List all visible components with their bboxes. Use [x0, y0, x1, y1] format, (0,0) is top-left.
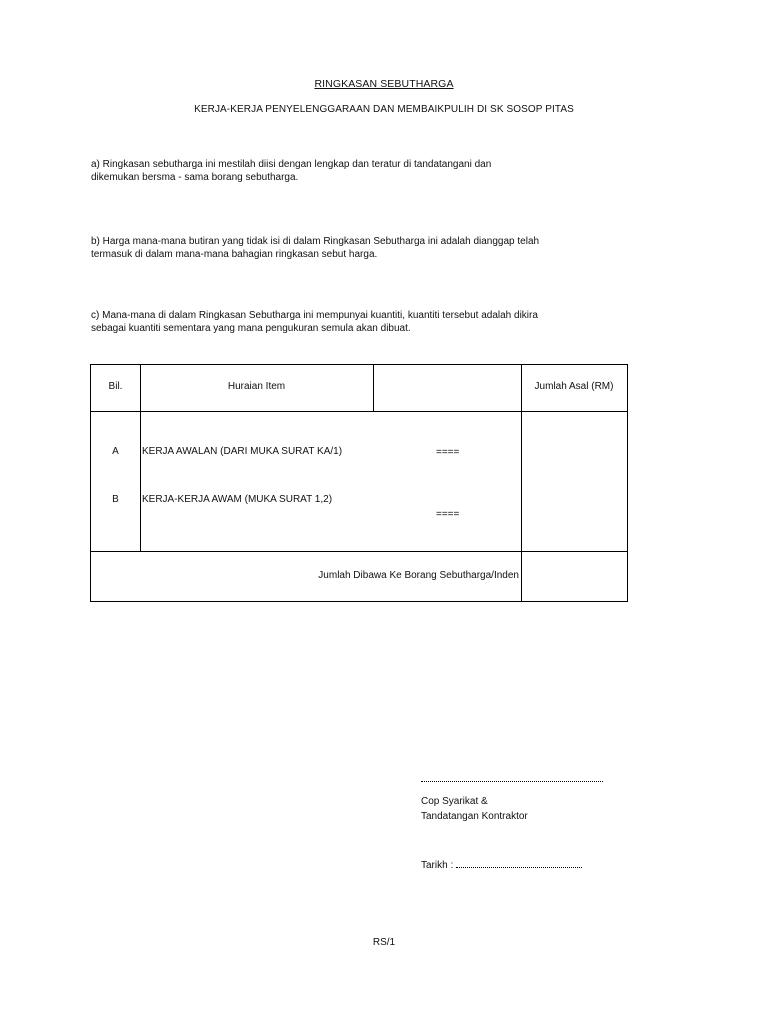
row-b-marker: ==== — [436, 509, 460, 520]
signature-contractor: Tandatangan Kontraktor — [421, 811, 528, 822]
document-subtitle: KERJA-KERJA PENYELENGGARAAN DAN MEMBAIKPULIH DI SK SOSOP PITAS — [194, 104, 574, 115]
signature-date-label: Tarikh : — [421, 860, 454, 871]
summary-table — [90, 364, 628, 602]
document-title: RINGKASAN SEBUTHARGA — [314, 78, 454, 90]
header-bil: Bil. — [108, 381, 123, 392]
instruction-a-line1: a) Ringkasan sebutharga ini mestilah diisi dengan lengkap dan teratur di tandatangani dan — [91, 159, 492, 170]
table-col-divider-2 — [373, 365, 374, 411]
instruction-b — [91, 235, 651, 261]
table-header-divider — [91, 411, 627, 412]
table-total-divider — [91, 551, 627, 552]
total-label: Jumlah Dibawa Ke Borang Sebutharga/Inden — [318, 570, 519, 581]
table-col-divider-3 — [521, 365, 522, 601]
signature-company-stamp: Cop Syarikat & — [421, 796, 488, 807]
row-a-marker: ==== — [436, 447, 460, 458]
instruction-c-line2: sebagai kuantiti sementara yang mana pengukuran semula akan dibuat. — [91, 323, 411, 334]
row-b-huraian: KERJA-KERJA AWAM (MUKA SURAT 1,2) — [142, 494, 333, 505]
signature-date-row — [421, 859, 582, 872]
header-huraian: Huraian Item — [227, 381, 286, 392]
instruction-c-line1: c) Mana-mana di dalam Ringkasan Sebutharga ini mempunyai kuantiti, kuantiti tersebut adalah dikira — [91, 310, 538, 321]
signature-line — [421, 781, 603, 782]
row-b-bil: B — [112, 494, 119, 505]
instruction-b-line2: termasuk di dalam mana-mana bahagian ringkasan sebut harga. — [91, 249, 378, 260]
instruction-b-line1: b) Harga mana-mana butiran yang tidak isi di dalam Ringkasan Sebutharga ini adalah dianggap telah — [91, 236, 540, 247]
page-number: RS/1 — [372, 937, 396, 948]
row-a-bil: A — [112, 446, 119, 457]
header-jumlah: Jumlah Asal (RM) — [534, 381, 614, 392]
instruction-c — [91, 309, 651, 335]
instruction-a-line2: dikemukan bersma - sama borang sebutharga. — [91, 172, 299, 183]
signature-date-field — [456, 859, 582, 868]
instruction-a — [91, 158, 651, 184]
row-a-huraian: KERJA AWALAN (DARI MUKA SURAT KA/1) — [142, 446, 343, 457]
